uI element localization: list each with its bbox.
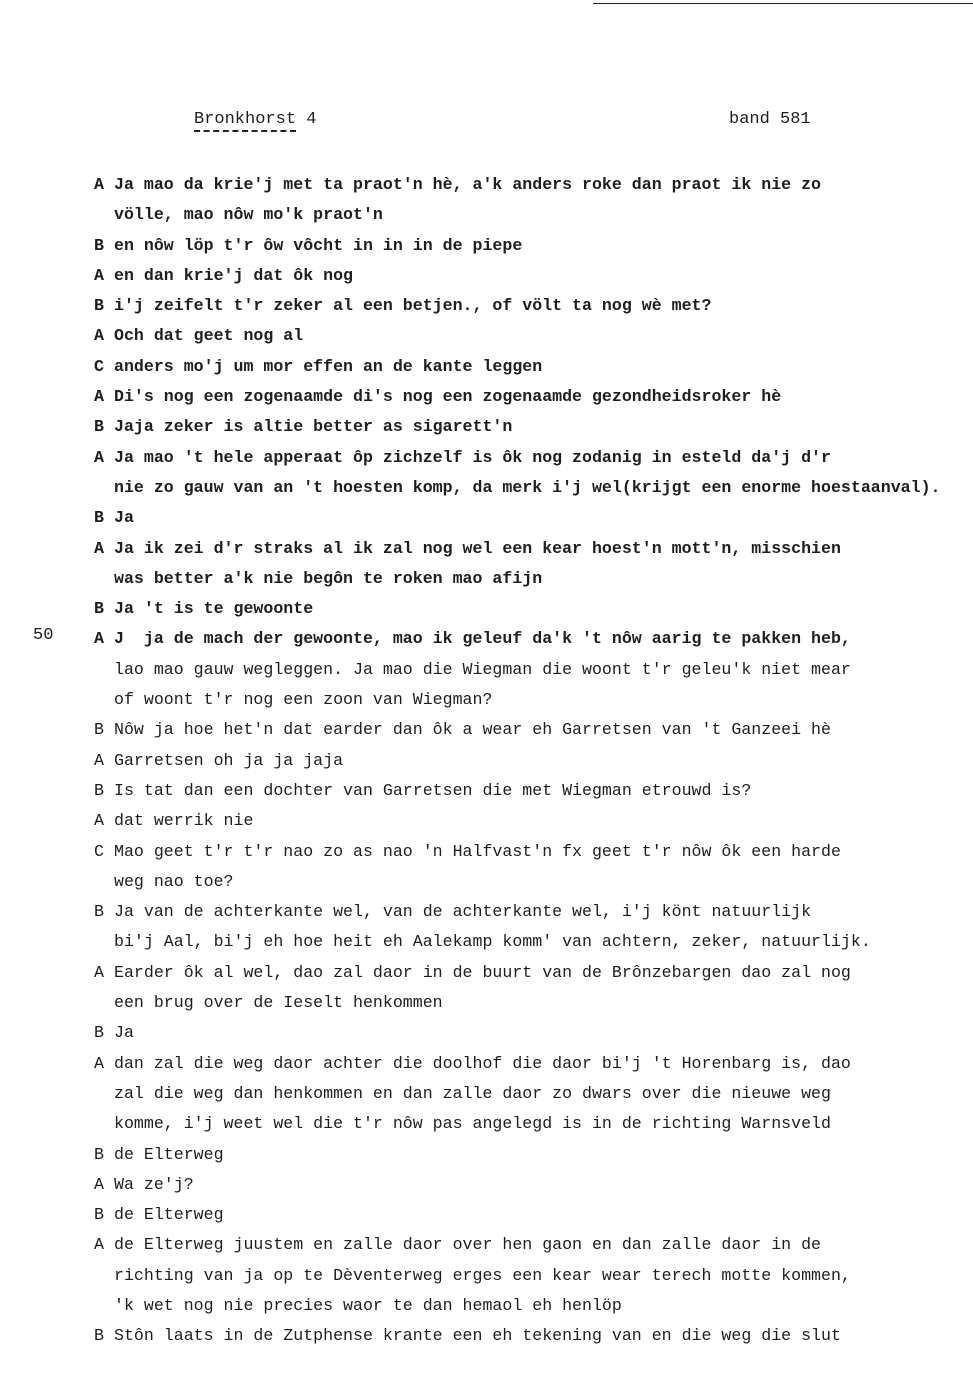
line-text: een brug over de Ieselt henkommen: [114, 993, 443, 1013]
transcript-line: [94, 897, 954, 927]
line-text: komme, i'j weet wel die t'r nôw pas angelegd is in de richting Warnsveld: [114, 1114, 831, 1134]
speaker-label: A: [94, 447, 104, 467]
line-text: Stôn laats in de Zutphense krante een eh tekening van en die weg die slut: [114, 1326, 841, 1346]
speaker-label: B: [94, 1023, 104, 1043]
speaker-label: B: [94, 235, 104, 255]
line-text: zal die weg dan henkommen en dan zalle daor zo dwars over die nieuwe weg: [114, 1083, 831, 1103]
transcript-line: [94, 624, 954, 654]
transcript-line: [94, 231, 954, 261]
transcript-line: [94, 503, 954, 533]
line-text: Nôw ja hoe het'n dat earder dan ôk a wear eh Garretsen van 't Ganzeei hè: [114, 720, 831, 740]
line-text: weg nao toe?: [114, 871, 234, 891]
transcript: [94, 170, 954, 1352]
speaker-label: A: [94, 1174, 104, 1194]
line-text: dan zal die weg daor achter die doolhof die daor bi'j 't Horenbarg is, dao: [114, 1053, 851, 1073]
speaker-label: A: [94, 1235, 104, 1255]
transcript-line: [94, 534, 954, 564]
line-text: 'k wet nog nie precies waor te dan hemaol eh henlöp: [114, 1295, 622, 1315]
line-text: en dan krie'j dat ôk nog: [114, 265, 353, 285]
line-text: de Elterweg juustem en zalle daor over hen gaon en dan zalle daor in de: [114, 1235, 822, 1255]
line-text: Ja ik zei d'r straks al ik zal nog wel een kear hoest'n mott'n, misschien: [114, 538, 841, 558]
transcript-line: [94, 837, 954, 867]
transcript-line: [94, 261, 954, 291]
transcript-line: [94, 200, 954, 230]
transcript-line: [94, 594, 954, 624]
transcript-line: [94, 564, 954, 594]
speaker-label: C: [94, 841, 104, 861]
transcript-line: [94, 443, 954, 473]
transcript-line: [94, 927, 954, 957]
speaker-label: A: [94, 811, 104, 831]
line-text: lao mao gauw wegleggen. Ja mao die Wiegman die woont t'r geleu'k niet mear: [114, 659, 851, 679]
transcript-line: [94, 321, 954, 351]
page-header: [194, 110, 316, 129]
line-text: Garretsen oh ja ja jaja: [114, 750, 344, 770]
line-text: bi'j Aal, bi'j eh hoe heit eh Aalekamp komm' van achtern, zeker, natuurlijk.: [114, 932, 871, 952]
transcript-line: [94, 1109, 954, 1139]
line-text: i'j zeifelt t'r zeker al een betjen., of völt ta nog wè met?: [114, 296, 712, 316]
transcript-line: [94, 1321, 954, 1351]
transcript-line: [94, 1079, 954, 1109]
transcript-line: [94, 352, 954, 382]
line-text: Is tat dan een dochter van Garretsen die met Wiegman etrouwd is?: [114, 780, 752, 800]
speaker-label: A: [94, 175, 104, 194]
line-text: Ja van de achterkante wel, van de achterkante wel, i'j könt natuurlijk: [114, 902, 812, 922]
line-text: of woont t'r nog een zoon van Wiegman?: [114, 690, 493, 710]
header-number: 4: [306, 110, 317, 129]
transcript-line: [94, 1291, 954, 1321]
transcript-line: [94, 715, 954, 745]
transcript-line: [94, 655, 954, 685]
speaker-label: C: [94, 356, 104, 376]
line-text: en nôw löp t'r ôw vôcht in in in de piepe: [114, 235, 523, 255]
speaker-label: A: [94, 750, 104, 770]
line-text: Ja: [114, 1023, 134, 1043]
line-text: richting van ja op te Dèventerweg erges een kear wear terech motte kommen,: [114, 1265, 851, 1285]
transcript-line: [94, 1140, 954, 1170]
speaker-label: B: [94, 417, 104, 437]
speaker-label: A: [94, 538, 104, 558]
speaker-label: B: [94, 1144, 104, 1164]
line-text: was better a'k nie begôn te roken mao afijn: [114, 568, 543, 588]
transcript-line: [94, 1230, 954, 1260]
speaker-label: B: [94, 1326, 104, 1346]
transcript-line: [94, 776, 954, 806]
speaker-label: B: [94, 902, 104, 922]
transcript-line: [94, 382, 954, 412]
line-text: Di's nog een zogenaamde di's nog een zogenaamde gezondheidsroker hè: [114, 387, 782, 407]
line-text: Jaja zeker is altie better as sigarett'n: [114, 417, 513, 437]
speaker-label: B: [94, 720, 104, 740]
speaker-label: B: [94, 1205, 104, 1225]
line-text: de Elterweg: [114, 1144, 224, 1164]
line-text: Wa ze'j?: [114, 1174, 194, 1194]
speaker-label: A: [94, 962, 104, 982]
speaker-label: A: [94, 387, 104, 407]
transcript-line: [94, 1018, 954, 1048]
transcript-line: [94, 412, 954, 442]
line-text: Mao geet t'r t'r nao zo as nao 'n Halfvast'n fx geet t'r nôw ôk een harde: [114, 841, 841, 861]
transcript-line: [94, 291, 954, 321]
transcript-line: [94, 473, 954, 503]
line-text: nie zo gauw van an 't hoesten komp, da merk i'j wel(krijgt een enorme hoestaanval).: [114, 477, 941, 497]
line-text: Och dat geet nog al: [114, 326, 304, 346]
line-text: de Elterweg: [114, 1205, 224, 1225]
line-text: Ja: [114, 508, 134, 528]
line-text: J ja de mach der gewoonte, mao ik geleuf da'k 't nôw aarig te pakken heb,: [114, 629, 851, 649]
line-text: dat werrik nie: [114, 811, 254, 831]
line-text: Earder ôk al wel, dao zal daor in de buurt van de Brônzebargen dao zal nog: [114, 962, 851, 982]
speaker-label: B: [94, 296, 104, 316]
transcript-line: [94, 1170, 954, 1200]
line-text: Ja mao da krie'j met ta praot'n hè, a'k anders roke dan praot ik nie zo: [114, 175, 822, 194]
transcript-line: [94, 958, 954, 988]
transcript-line: [94, 988, 954, 1018]
transcript-line: [94, 746, 954, 776]
band-label: band 581: [729, 110, 811, 129]
top-rule: [593, 3, 973, 4]
transcript-line: [94, 1049, 954, 1079]
line-text: völle, mao nôw mo'k praot'n: [114, 205, 383, 225]
speaker-label: A: [94, 326, 104, 346]
transcript-line: [94, 867, 954, 897]
line-text: Ja 't is te gewoonte: [114, 599, 314, 619]
transcript-line: [94, 170, 954, 200]
speaker-label: B: [94, 508, 104, 528]
speaker-label: A: [94, 629, 104, 649]
transcript-line: [94, 685, 954, 715]
transcript-line: [94, 806, 954, 836]
line-text: anders mo'j um mor effen an de kante leggen: [114, 356, 543, 376]
transcript-line: [94, 1261, 954, 1291]
line-text: Ja mao 't hele apperaat ôp zichzelf is ôk nog zodanig in esteld da'j d'r: [114, 447, 831, 467]
speaker-label: B: [94, 599, 104, 619]
header-title: Bronkhorst: [194, 110, 296, 132]
speaker-label: B: [94, 780, 104, 800]
speaker-label: A: [94, 265, 104, 285]
speaker-label: A: [94, 1053, 104, 1073]
transcript-line: [94, 1200, 954, 1230]
margin-line-number: 50: [33, 626, 54, 645]
